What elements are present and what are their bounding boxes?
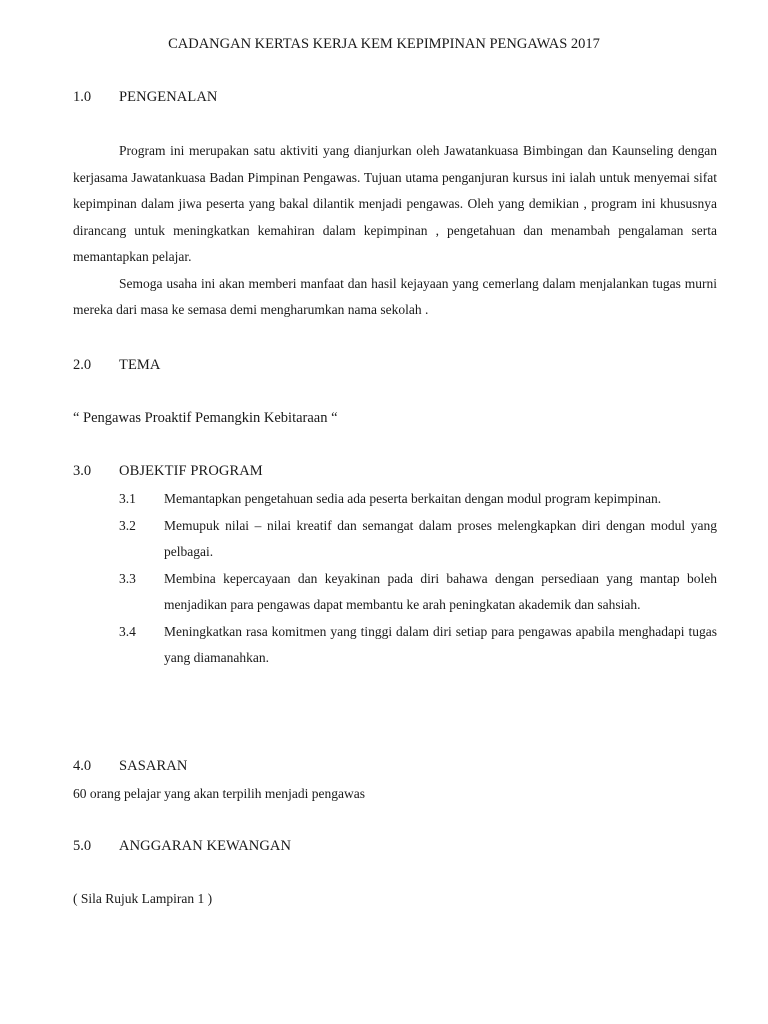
section-3-heading: OBJEKTIF PROGRAM	[119, 463, 263, 479]
objective-text: Meningkatkan rasa komitmen yang tinggi dalam diri setiap para pengawas apabila menghadapi tugas yang diamanahkan.	[164, 623, 717, 665]
objective-item	[119, 566, 717, 619]
budget-note: ( Sila Rujuk Lampiran 1 )	[73, 891, 213, 906]
objective-number: 3.2	[119, 517, 136, 533]
objective-item	[119, 486, 717, 513]
section-2-number: 2.0	[73, 357, 92, 373]
theme-text: “ Pengawas Proaktif Pemangkin Kebitaraan “	[73, 410, 338, 426]
intro-text	[73, 138, 717, 324]
intro-paragraph-1: Program ini merupakan satu aktiviti yang dianjurkan oleh Jawatankuasa Bimbingan dan Kaunseling dengan kerjasama Jawatankuasa Badan Pimpinan Pengawas. Tujuan utama penganjuran kursus ini ialah untuk menyemai sifat kepimpinan dalam jiwa peserta yang bakal dilantik menjadi pengawas. Oleh yang demikian , program ini khususnya dirancang untuk meningkatkan kemahiran dalam kepimpinan , pengetahuan dan menambah pengalaman serta memantapkan pelajar.	[73, 143, 717, 264]
document-title: CADANGAN KERTAS KERJA KEM KEPIMPINAN PENGAWAS 2017	[168, 36, 600, 52]
objective-item	[119, 619, 717, 672]
section-3-number: 3.0	[73, 463, 92, 479]
section-4-number: 4.0	[73, 758, 92, 774]
objective-item	[119, 513, 717, 566]
section-1-number: 1.0	[73, 89, 92, 105]
objective-number: 3.3	[119, 570, 136, 586]
target-text: 60 orang pelajar yang akan terpilih menjadi pengawas	[73, 786, 366, 801]
section-5-number: 5.0	[73, 838, 92, 854]
objective-text: Memupuk nilai – nilai kreatif dan semangat dalam proses melengkapkan diri dengan modul yang pelbagai.	[164, 517, 717, 559]
objective-number: 3.1	[119, 491, 136, 506]
section-2-heading: TEMA	[119, 357, 161, 373]
section-5-heading: ANGGARAN KEWANGAN	[119, 838, 292, 854]
objective-number: 3.4	[119, 623, 136, 639]
section-1-heading: PENGENALAN	[119, 89, 218, 105]
objective-text: Memantapkan pengetahuan sedia ada peserta berkaitan dengan modul program kepimpinan.	[164, 491, 662, 506]
section-4-heading: SASARAN	[119, 758, 188, 774]
objectives-list	[119, 486, 717, 672]
objective-text: Membina kepercayaan dan keyakinan pada diri bahawa dengan persediaan yang mantap boleh menjadikan para pengawas dapat membantu ke arah peningkatan akademik dan sahsiah.	[164, 570, 717, 612]
intro-paragraph-2: Semoga usaha ini akan memberi manfaat dan hasil kejayaan yang cemerlang dalam menjalankan tugas murni mereka dari masa ke semasa demi mengharumkan nama sekolah .	[73, 275, 717, 317]
